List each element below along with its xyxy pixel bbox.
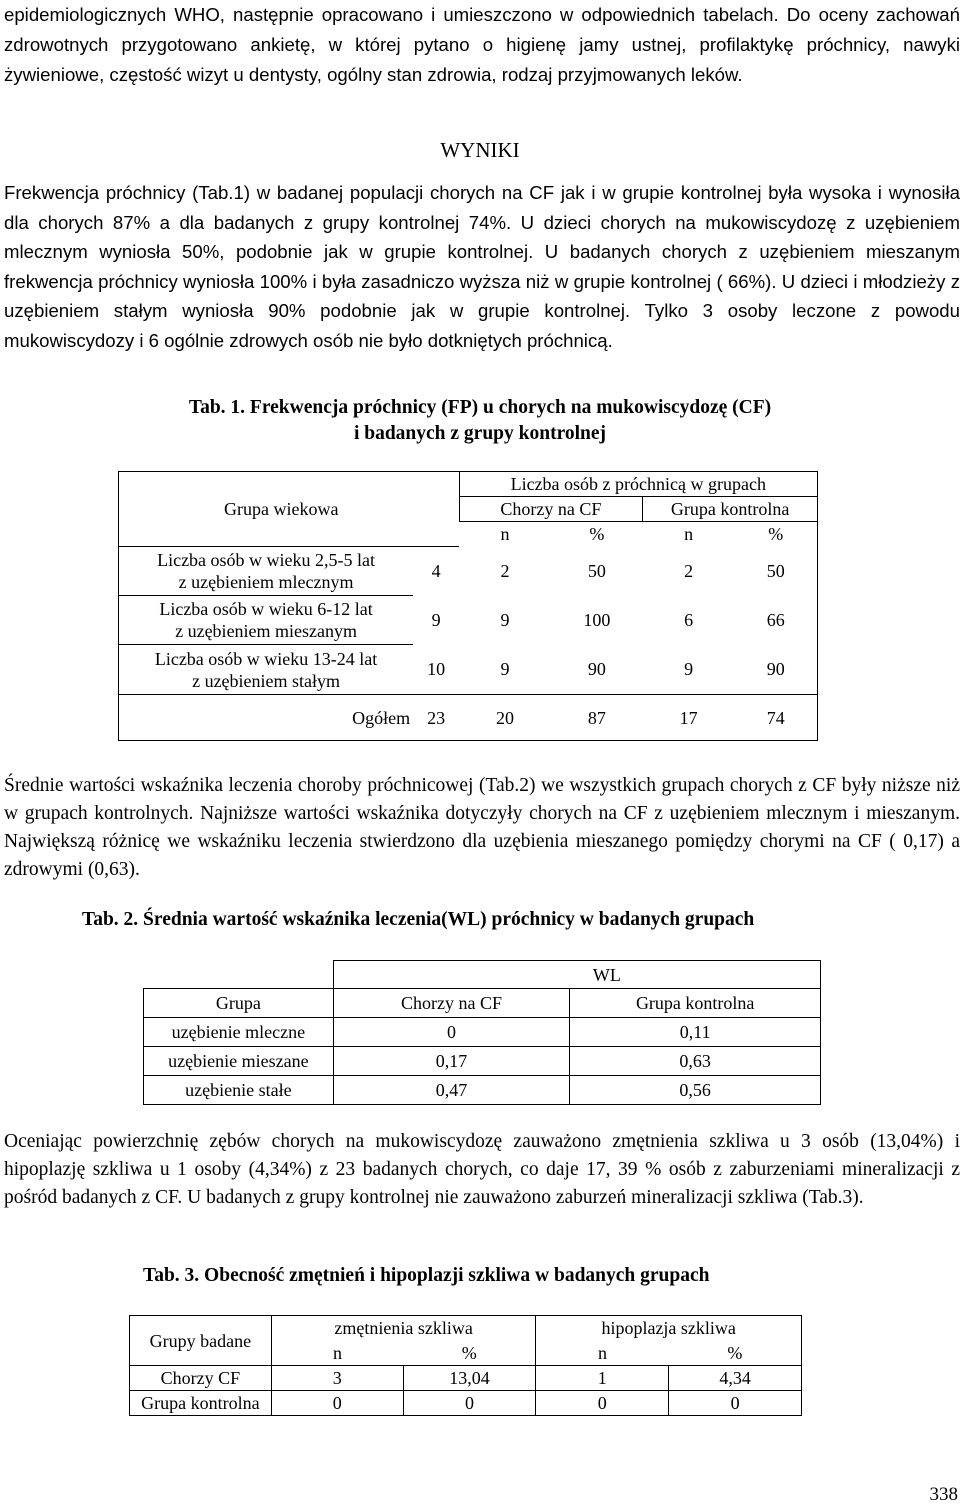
table-row bbox=[144, 1047, 821, 1076]
t1-header-pct: % bbox=[735, 522, 818, 547]
t1-cell: 90 bbox=[735, 645, 818, 695]
t2-header-ctrl: Grupa kontrolna bbox=[570, 989, 821, 1018]
t3-header-pct: % bbox=[403, 1341, 536, 1366]
t2-cell: 0,56 bbox=[570, 1076, 821, 1105]
t1-row-label: z uzębieniem mlecznym bbox=[178, 572, 354, 592]
t1-cell: 90 bbox=[551, 645, 643, 695]
t1-row-label: Liczba osób w wieku 6-12 lat bbox=[159, 599, 373, 619]
t1-cell: 100 bbox=[583, 610, 611, 630]
t3-cell: 0 bbox=[669, 1391, 802, 1416]
tab2-caption: Tab. 2. Średnia wartość wskaźnika leczenia(WL) próchnicy w badanych grupach bbox=[82, 909, 755, 930]
table-row bbox=[144, 1018, 821, 1047]
t1-row-label: z uzębieniem stałym bbox=[192, 670, 341, 691]
t2-cell: 0 bbox=[333, 1018, 570, 1047]
t3-header-pct: % bbox=[669, 1341, 802, 1366]
t3-cell: 3 bbox=[271, 1366, 403, 1391]
t3-cell: 0 bbox=[536, 1391, 669, 1416]
t3-row-label: Chorzy CF bbox=[130, 1366, 272, 1391]
t1-cell: 4 bbox=[431, 561, 441, 582]
tab1-caption-line2: i badanych z grupy kontrolnej bbox=[353, 423, 607, 444]
tab3-caption: Tab. 3. Obecność zmętnień i hipoplazji szkliwa w badanych grupach bbox=[143, 1265, 710, 1286]
t3-row-label: Grupa kontrolna bbox=[130, 1391, 272, 1416]
tab1-caption-line1: Tab. 1. Frekwencja próchnicy (FP) u chorych na mukowiscydozę (CF) bbox=[188, 397, 772, 418]
t2-row-label: uzębienie stałe bbox=[144, 1076, 334, 1105]
t1-row-label: z uzębieniem mieszanym bbox=[175, 621, 358, 641]
t2-header-cf: Chorzy na CF bbox=[333, 989, 570, 1018]
t1-cell: 17 bbox=[643, 695, 735, 741]
paragraph-2: Średnie wartości wskaźnika leczenia choroby próchnicowej (Tab.2) we wszystkich grupach chorych z CF były niższe niż w grupach kontrolnych. Najniższe wartości wskaźnika dotyczyły chorych na CF z uzębieniem mlecznym i mieszanym. Największą różnicę we wskaźniku leczenia stwierdzono dla uzębienia mieszanego pomiędzy chorymi na CF ( 0,17) a zdrowymi (0,63). bbox=[4, 775, 960, 880]
t3-header-hypoplasia: hipoplazja szkliwa bbox=[536, 1316, 802, 1341]
t1-header-ctrl: Grupa kontrolna bbox=[643, 497, 818, 522]
table-row bbox=[119, 596, 818, 645]
results-paragraph: Frekwencja próchnicy (Tab.1) w badanej populacji chorych na CF jak i w grupie kontrolnej była wysoka i wynosiła dla chorych 87% a dla badanych z grupy kontrolnej 74%. U dzieci chorych na mukowiscydozę z uzębieniem mlecznym wyniosła 50%, podobnie jak w grupie kontrolnej. U badanych chorych z uzębieniem mieszanym frekwencja próchnicy wyniosła 100% i była zasadniczo wyższa niż w grupie kontrolnej ( 66%). U dzieci i młodzieży z uzębieniem stałym wyniosła 90% podobnie jak w grupie kontrolnej. Tylko 3 osoby leczone z powodu mukowiscydozy i 6 ogólnie zdrowych osób nie było dotkniętych próchnicą. bbox=[4, 182, 960, 351]
t1-header-pct: % bbox=[589, 524, 605, 545]
t3-header-group: Grupy badane bbox=[130, 1316, 272, 1366]
table-3 bbox=[129, 1315, 802, 1416]
table-row bbox=[130, 1366, 802, 1391]
t1-cell: 2 bbox=[684, 561, 694, 581]
t3-cell: 13,04 bbox=[403, 1366, 536, 1391]
t1-cell: 2 bbox=[500, 561, 510, 581]
t1-cell: 66 bbox=[735, 596, 818, 645]
t3-header-n: n bbox=[271, 1341, 403, 1366]
t3-cell: 4,34 bbox=[669, 1366, 802, 1391]
t2-cell: 0,47 bbox=[333, 1076, 570, 1105]
t2-cell: 0,17 bbox=[333, 1047, 570, 1076]
t3-header-opacities: zmętnienia szkliwa bbox=[271, 1316, 536, 1341]
t1-cell: 9 bbox=[643, 645, 735, 695]
t1-cell: 6 bbox=[684, 610, 694, 630]
t1-cell: 50 bbox=[587, 561, 606, 581]
t2-cell: 0,11 bbox=[570, 1018, 821, 1047]
t1-header-cf: Chorzy na CF bbox=[459, 497, 643, 522]
t1-cell: 23 bbox=[413, 695, 459, 741]
t1-cell: 9 bbox=[500, 610, 510, 630]
table-2 bbox=[143, 960, 821, 1105]
results-heading: WYNIKI bbox=[440, 138, 520, 162]
table-row-total bbox=[119, 695, 818, 741]
table-row bbox=[130, 1391, 802, 1416]
t2-row-label: uzębienie mleczne bbox=[144, 1018, 334, 1047]
t1-cell: 50 bbox=[735, 547, 818, 596]
t2-row-label: uzębienie mieszane bbox=[144, 1047, 334, 1076]
t1-cell: 74 bbox=[735, 695, 818, 741]
table-1 bbox=[118, 471, 818, 741]
t1-header-group: Grupa wiekowa bbox=[119, 472, 460, 547]
paragraph-3: Oceniając powierzchnię zębów chorych na mukowiscydozę zauważono zmętnienia szkliwa u 3 osób (13,04%) i hipoplazję szkliwa u 1 osoby (4,34%) z 23 badanych chorych, co daje 17, 39 % osób z zaburzeniami mineralizacji z pośród badanych z CF. U badanych z grupy kontrolnej nie zauważono zaburzeń mineralizacji szkliwa (Tab.3). bbox=[4, 1131, 960, 1208]
t1-cell: 9 bbox=[459, 645, 551, 695]
t2-header-wl: WL bbox=[333, 961, 820, 989]
t1-header-n: n bbox=[500, 524, 510, 545]
t1-cell: 9 bbox=[431, 610, 441, 630]
table-row bbox=[119, 645, 818, 695]
t3-header-n: n bbox=[536, 1341, 669, 1366]
t1-row-label: Liczba osób w wieku 2,5-5 lat bbox=[157, 550, 376, 570]
t2-cell: 0,63 bbox=[570, 1047, 821, 1076]
page-number: 338 bbox=[929, 1484, 958, 1505]
t2-header-group: Grupa bbox=[144, 989, 334, 1018]
t1-cell: 10 bbox=[413, 645, 459, 695]
t1-header-n: n bbox=[684, 524, 694, 545]
t3-cell: 1 bbox=[536, 1366, 669, 1391]
t1-row-label: Liczba osób w wieku 13-24 lat bbox=[154, 648, 378, 669]
t3-cell: 0 bbox=[271, 1391, 403, 1416]
table-row bbox=[144, 1076, 821, 1105]
t1-cell: 87 bbox=[551, 695, 643, 741]
t1-total-label: Ogółem bbox=[119, 695, 414, 741]
t1-cell: 20 bbox=[459, 695, 551, 741]
intro-paragraph: epidemiologicznych WHO, następnie opracowano i umieszczono w odpowiednich tabelach. Do oceny zachowań zdrowotnych przygotowano ankietę, w której pytano o higienę jamy ustnej, profilaktykę próchnicy, nawyki żywieniowe, częstość wizyt u dentysty, ogólny stan zdrowia, rodzaj przyjmowanych leków. bbox=[4, 4, 960, 85]
table-row bbox=[119, 547, 818, 596]
t1-header-main: Liczba osób z próchnicą w grupach bbox=[459, 472, 817, 497]
t3-cell: 0 bbox=[403, 1391, 536, 1416]
